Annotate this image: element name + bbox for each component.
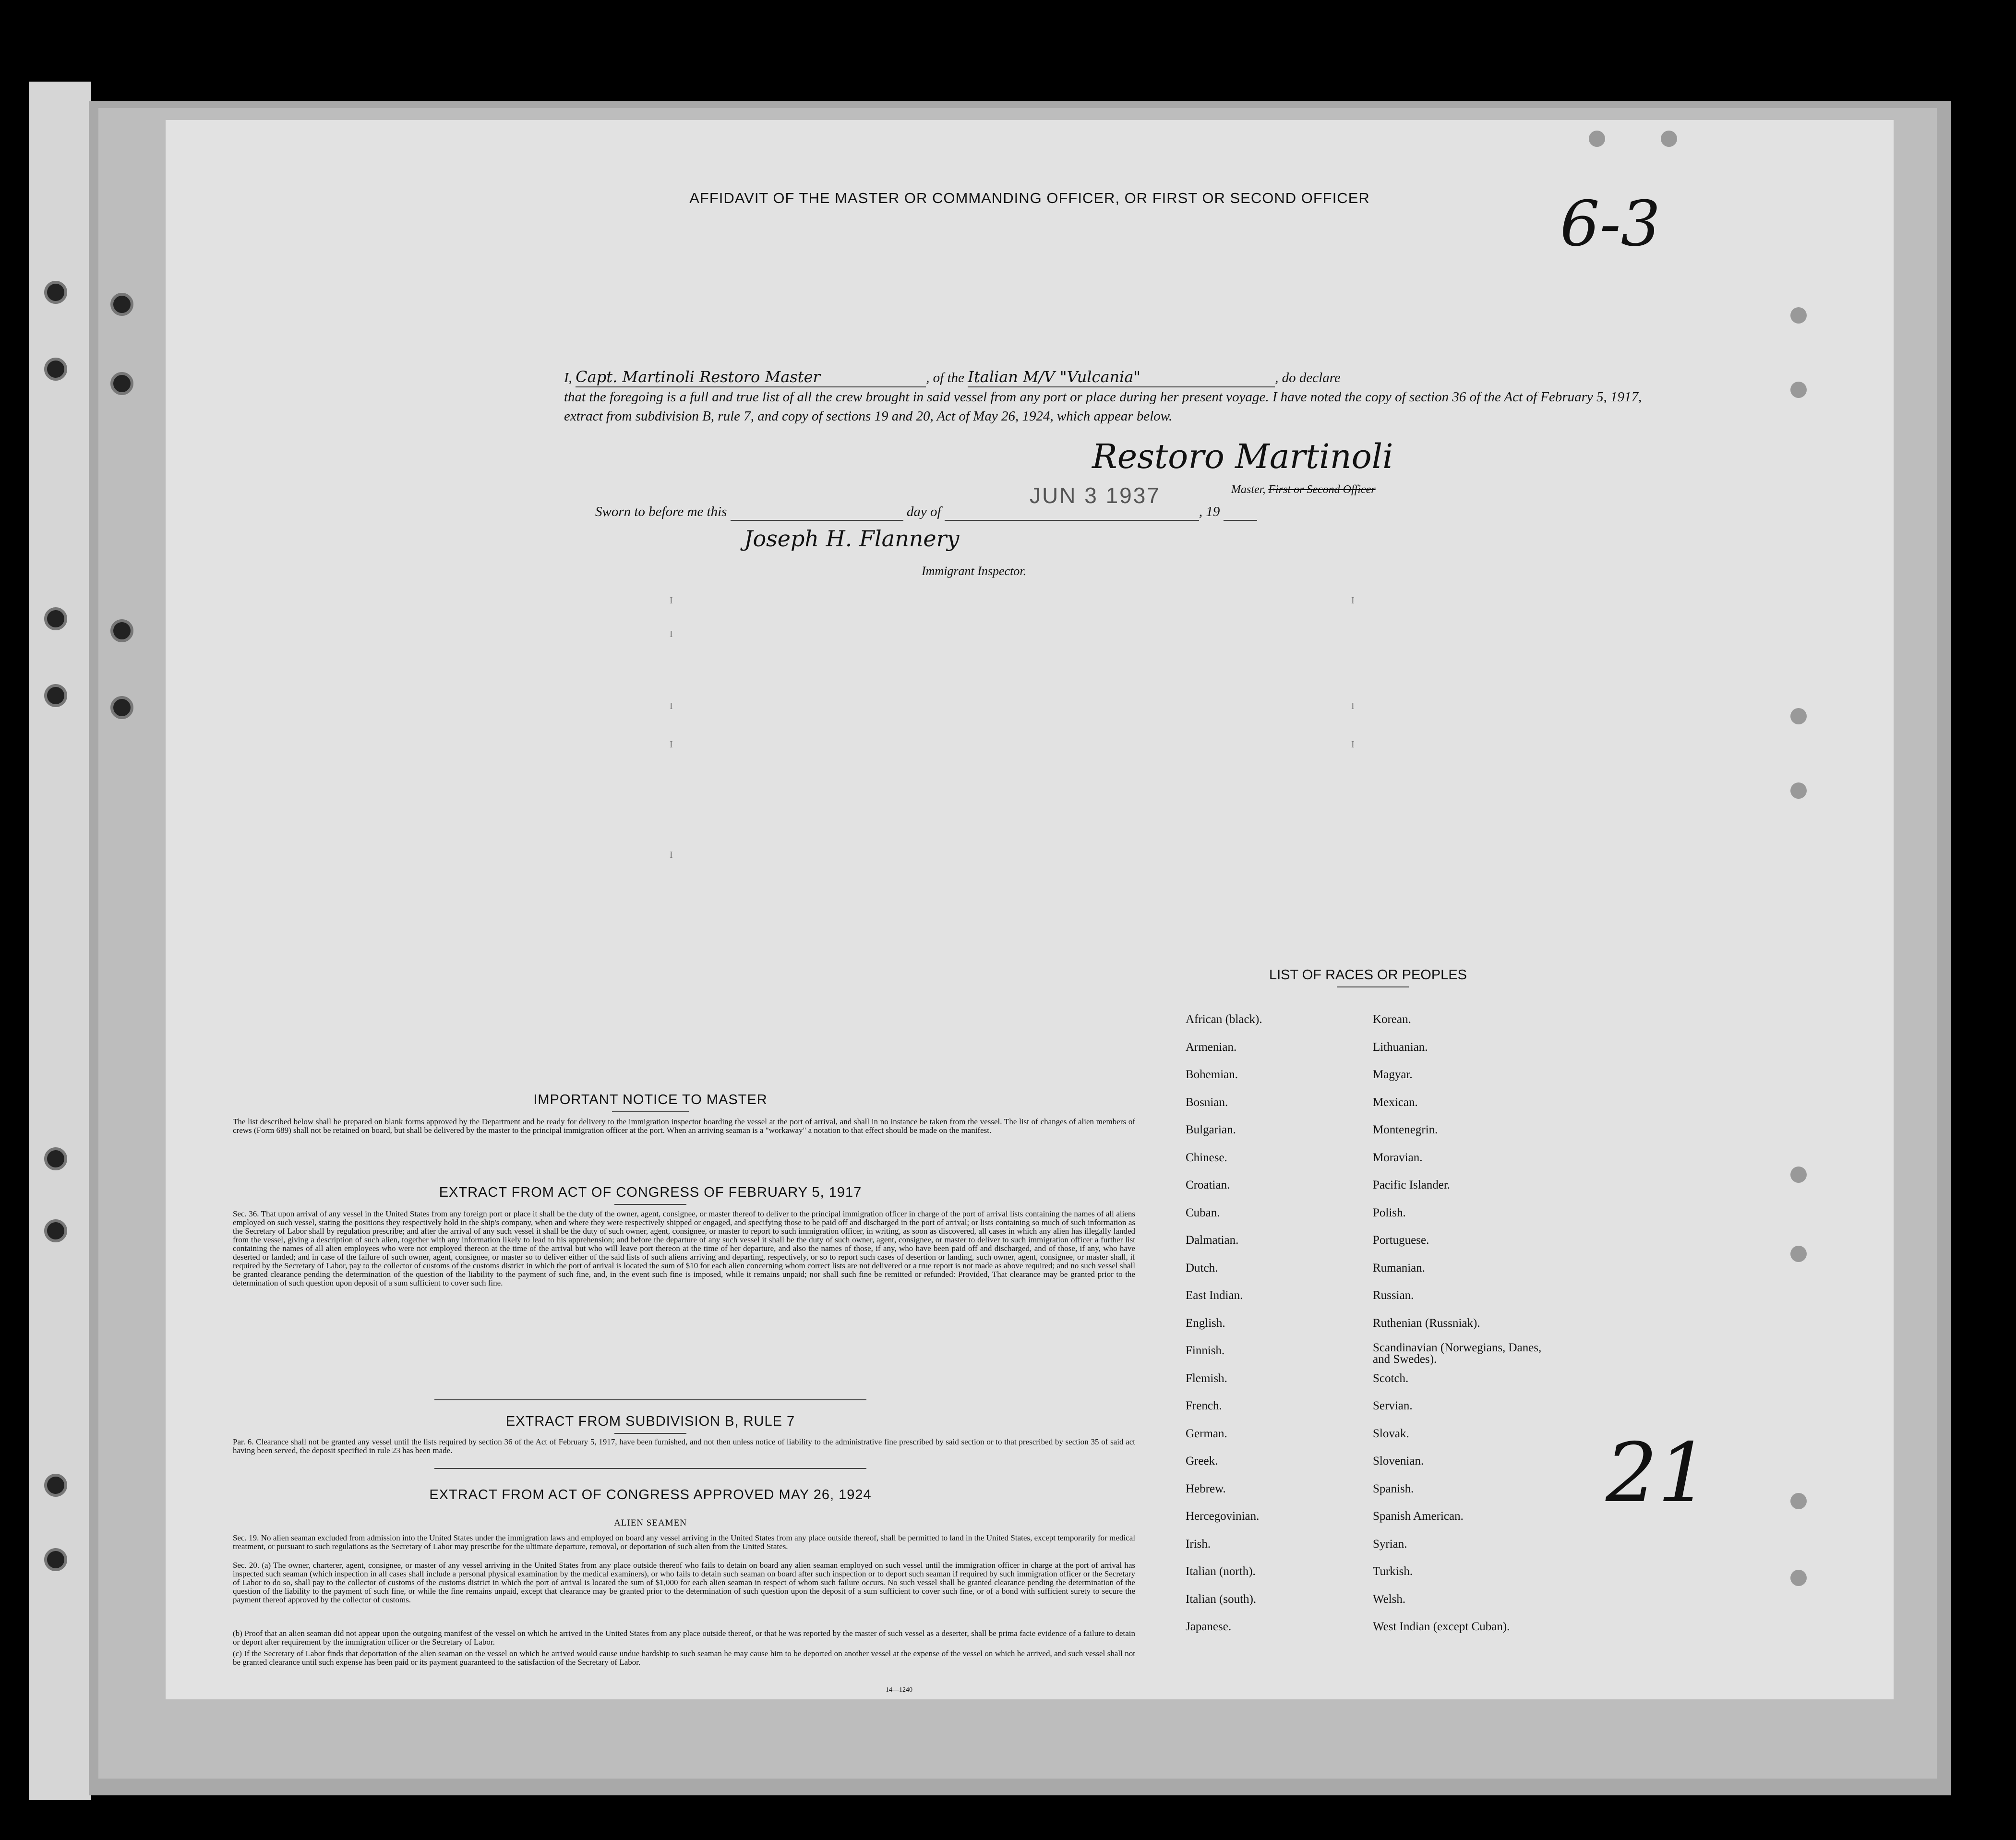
race-right: Polish. <box>1373 1206 1406 1219</box>
form-number: 14—1240 <box>886 1686 912 1694</box>
race-row <box>1186 1262 1762 1289</box>
binder-hole <box>44 1474 67 1497</box>
binder-hole <box>110 293 133 316</box>
master-signature: Restoro Martinoli <box>1092 437 1393 476</box>
race-left: Italian (north). <box>1186 1565 1256 1578</box>
race-row <box>1186 1123 1762 1151</box>
race-right: Syrian. <box>1373 1537 1407 1551</box>
faint-mark: I <box>1351 595 1355 606</box>
race-left: Finnish. <box>1186 1344 1225 1357</box>
races-title: LIST OF RACES OR PEOPLES <box>1269 967 1467 983</box>
punch-hole <box>1790 708 1807 724</box>
race-left: Bulgarian. <box>1186 1123 1236 1136</box>
day-of-label: day of <box>906 504 941 519</box>
faint-mark: I <box>670 595 673 606</box>
punch-hole <box>1790 782 1807 799</box>
race-row <box>1186 1455 1762 1482</box>
race-right: Ruthenian (Russniak). <box>1373 1316 1480 1330</box>
race-row <box>1186 1096 1762 1124</box>
race-right: Rumanian. <box>1373 1261 1426 1275</box>
race-left: Armenian. <box>1186 1040 1237 1054</box>
affidavit-title: AFFIDAVIT OF THE MASTER OR COMMANDING OFFICER, OR FIRST OR SECOND OFFICER <box>689 190 1370 206</box>
race-row <box>1186 1041 1762 1069</box>
vessel-name: Italian M/V "Vulcania" <box>968 367 1275 387</box>
faint-mark: I <box>670 850 673 860</box>
race-right: Lithuanian. <box>1373 1040 1428 1054</box>
race-right: Slovak. <box>1373 1427 1409 1440</box>
race-row <box>1186 1593 1762 1621</box>
race-row <box>1186 1206 1762 1234</box>
race-row <box>1186 1068 1762 1096</box>
punch-hole <box>1661 131 1677 147</box>
title-rule <box>1337 986 1409 987</box>
race-right: West Indian (except Cuban). <box>1373 1620 1510 1633</box>
race-right: Korean. <box>1373 1013 1411 1026</box>
race-row <box>1186 1289 1762 1317</box>
punch-hole <box>1790 1493 1807 1509</box>
race-left: African (black). <box>1186 1013 1262 1026</box>
race-left: English. <box>1186 1316 1225 1330</box>
race-right: Scotch. <box>1373 1371 1409 1385</box>
race-row <box>1186 1234 1762 1262</box>
faint-mark: I <box>670 701 673 711</box>
race-row <box>1186 1341 1762 1372</box>
race-right: Spanish. <box>1373 1482 1414 1495</box>
year-label: , 19 <box>1199 504 1220 519</box>
declarant-name: Capt. Martinoli Restoro Master <box>576 367 926 387</box>
corner-handwritten-number: 6-3 <box>1560 187 1661 260</box>
race-row <box>1186 1317 1762 1345</box>
punch-hole <box>1790 307 1807 324</box>
inspector-label: Immigrant Inspector. <box>922 564 1027 578</box>
notice-title: IMPORTANT NOTICE TO MASTER <box>533 1092 768 1107</box>
faint-mark: I <box>1351 739 1355 750</box>
binder-hole <box>44 1548 67 1571</box>
race-right: Turkish. <box>1373 1565 1413 1578</box>
race-right: Spanish American. <box>1373 1510 1464 1523</box>
of-the-label: , of the <box>926 370 964 385</box>
faint-mark: I <box>1351 701 1355 711</box>
extract-1917-text: Sec. 36. That upon arrival of any vessel in the United States from any foreign port or place it shall be the duty of the owner, agent, consignee, or master thereof to deliver to the principal immigration officer in charge of the port of arrival lists containing the names of all aliens employed on such vessel, stating the positions they respectively hold in the ship's company, when and where they were respectively shipped or engaged, and specifying those to be paid off and discharged in the port of arrival; or lists containing so much of such information as the Secretary of Labor shall by regulation prescribe; and after the arrival of any such vessel it shall be the duty of such owner, agent, consignee, or master to report to such immigration officer, in writing, as soon as discovered, all cases in which any alien has illegally landed from the vessel, giving a description of such alien, together with any information likely to lead to his apprehension; and before the departure of any such vessel it shall be the duty of such owner, agent, consignee, or master to deliver to such immigration officer a further list containing the names of all alien employees who were not employed thereon at the time of the arrival but who will leave port thereon at the time of her departure, and also the names of those, if any, who have been paid off and discharged, and of those, if any, who have deserted or landed; and in case of the failure of such owner, agent, consignee, or master so to deliver either of the said lists of such aliens arriving and departing, respectively, or so to report such cases of desertion or landing, such owner, agent, consignee, or master shall, if required by the Secretary of Labor, pay to the collector of customs of the customs district in which the port of arrival is located the sum of $10 for each alien concerning whom correct lists are not delivered or a true report is not made as above required; and no such vessel shall be granted clearance pending the determination of the question of the liability to the payment of such fine, and, in the event such fine is imposed, while it remains unpaid; nor shall such fine be remitted or refunded: Provided, That clearance may be granted prior to the determination of such question upon deposit of a sum sufficient to cover such fine. <box>233 1209 1135 1287</box>
faint-mark: I <box>670 739 673 750</box>
race-row <box>1186 1372 1762 1400</box>
race-right: Montenegrin. <box>1373 1123 1438 1136</box>
race-row <box>1186 1565 1762 1593</box>
punch-hole <box>1790 1246 1807 1262</box>
race-row <box>1186 1013 1762 1041</box>
binder-hole <box>44 684 67 707</box>
extract-1924-title: EXTRACT FROM ACT OF CONGRESS APPROVED MAY 26, 1924 <box>429 1487 872 1503</box>
race-left: Chinese. <box>1186 1151 1227 1164</box>
punch-hole <box>1790 382 1807 398</box>
race-left: Hercegovinian. <box>1186 1510 1260 1523</box>
race-right: Mexican. <box>1373 1095 1418 1109</box>
race-right: Pacific Islander. <box>1373 1179 1451 1191</box>
binder-hole <box>44 358 67 381</box>
race-right: Russian. <box>1373 1289 1414 1302</box>
sec20c-text: (c) If the Secretary of Labor finds that deportation of the alien seaman on the vessel on which he arrived would cause undue hardship to such seaman he may cause him to be deported on another vessel at the expense of the vessel on which he arrived, and such vessel shall not be granted clearance until such expense has been paid or its payment guaranteed to the satisfaction of the Secretary of Labor. <box>233 1649 1135 1667</box>
section-divider <box>434 1399 866 1400</box>
race-left: French. <box>1186 1399 1222 1412</box>
race-right: Portuguese. <box>1373 1234 1429 1247</box>
affidavit-page <box>166 120 1894 1699</box>
race-right: Moravian. <box>1373 1151 1423 1164</box>
declare-label: , do declare <box>1275 370 1341 385</box>
race-left: German. <box>1186 1427 1227 1440</box>
race-row <box>1186 1151 1762 1179</box>
race-left: Bohemian. <box>1186 1068 1238 1081</box>
race-right: Welsh. <box>1373 1592 1406 1606</box>
date-stamp: JUN 3 1937 <box>1030 483 1161 508</box>
declaration <box>564 367 1649 426</box>
race-row <box>1186 1482 1762 1510</box>
binder-hole <box>110 696 133 719</box>
race-row <box>1186 1620 1762 1648</box>
title-rule <box>614 1204 686 1205</box>
margin-handwritten-number: 21 <box>1606 1426 1710 1521</box>
race-left: Dutch. <box>1186 1261 1218 1275</box>
punch-hole <box>1790 1570 1807 1586</box>
sec20a-text: Sec. 20. (a) The owner, charterer, agent, consignee, or master of any vessel arriving in the United States from any place outside thereof who fails to detain on board any alien seaman employed on such vessel until the immigration officer in charge at the port of arrival has inspected such seaman (which inspection in all cases shall include a personal physical examination by the medical examiners), or who fails to detain such seaman on board after such inspection or to deport such seaman if required by such immigration officer or the Secretary of Labor to do so, shall pay to the collector of customs of the customs district in which the port of arrival is located the sum of $1,000 for each alien seaman in respect of whom such failure occurs. No such vessel shall be granted clearance pending the determination of the question of the liability to the payment of such fine, or while the fine remains unpaid, except that clearance may be granted prior to the determination of such question upon the deposit of a sum sufficient to cover such fine, or of a bond with sufficient surety to secure the payment thereof approved by the collector of customs. <box>233 1561 1135 1604</box>
binder-hole <box>110 619 133 642</box>
race-left: Croatian. <box>1186 1179 1230 1191</box>
binder-hole <box>44 1219 67 1242</box>
races-list <box>1186 1013 1762 1648</box>
notice-text: The list described below shall be prepared on blank forms approved by the Department and be ready for delivery to the immigration inspector boarding the vessel at the port of arrival, and shall in no instance be taken from the vessel. The list of changes of alien members of crews (Form 689) shall not be retained on board, but shall be delivered by the master to the principal immigration officer at the port. When an arriving seaman is a "workaway" a notation to that effect should be made on the manifest. <box>233 1117 1135 1135</box>
race-left: Dalmatian. <box>1186 1234 1239 1247</box>
race-row <box>1186 1427 1762 1455</box>
race-left: Flemish. <box>1186 1371 1227 1385</box>
section-divider <box>434 1468 866 1469</box>
declaration-prefix: I, <box>564 370 572 385</box>
race-left: Cuban. <box>1186 1206 1220 1219</box>
extract-rule7-title: EXTRACT FROM SUBDIVISION B, RULE 7 <box>505 1414 795 1429</box>
race-right: Slovenian. <box>1373 1455 1424 1467</box>
race-left: East Indian. <box>1186 1289 1243 1302</box>
binder-hole <box>110 372 133 395</box>
punch-hole <box>1790 1167 1807 1183</box>
declaration-body: that the foregoing is a full and true list of all the crew brought in said vessel from any port or place during her present voyage. I have noted the copy of section 36 of the Act of February 5, 1917, extract from subdivision B, rule 7, and copy of sections 19 and 20, Act of May 26, 1924, which appear below. <box>564 389 1642 424</box>
race-left: Greek. <box>1186 1455 1218 1467</box>
race-left: Hebrew. <box>1186 1482 1226 1495</box>
race-row <box>1186 1399 1762 1427</box>
sec20b-text: (b) Proof that an alien seaman did not appear upon the outgoing manifest of the vessel on which he arrived in the United States from any place outside thereof, or that he was reported by the master of such vessel as a deserter, shall be prima facie evidence of a failure to detain or deport after requirement by the immigration officer or the Secretary of Labor. <box>233 1629 1135 1647</box>
race-right: Servian. <box>1373 1399 1413 1412</box>
extract-1917-title: EXTRACT FROM ACT OF CONGRESS OF FEBRUARY 5, 1917 <box>439 1185 862 1200</box>
sworn-label: Sworn to before me this <box>595 504 727 519</box>
master-label: Master, <box>1231 483 1269 496</box>
race-row <box>1186 1179 1762 1206</box>
sworn-day-blank <box>731 504 903 521</box>
race-right: Magyar. <box>1373 1068 1413 1081</box>
sworn-year-blank <box>1224 504 1257 521</box>
race-left: Irish. <box>1186 1537 1211 1551</box>
race-left: Bosnian. <box>1186 1095 1228 1109</box>
master-label-line <box>1231 483 1376 496</box>
race-left: Italian (south). <box>1186 1592 1257 1606</box>
punch-hole <box>1589 131 1605 147</box>
race-row <box>1186 1538 1762 1565</box>
race-row <box>1186 1510 1762 1538</box>
sec19-text: Sec. 19. No alien seaman excluded from admission into the United States under the immigration laws and employed on board any vessel arriving in the United States from any place outside thereof, shall be permitted to land in the United States, except temporarily for medical treatment, or pursuant to such regulations as the Secretary of Labor may prescribe for the ultimate departure, removal, or deportation of such alien from the United States. <box>233 1533 1135 1551</box>
extract-rule7-text: Par. 6. Clearance shall not be granted any vessel until the lists required by section 36 of the Act of February 5, 1917, have been furnished, and not then unless notice of liability to the administrative fine prescribed by said section or to that prescribed by section 35 of said act having been served, the deposit specified in rule 23 has been made. <box>233 1437 1135 1455</box>
title-rule <box>614 1433 686 1434</box>
binder-hole <box>44 607 67 630</box>
race-right: Scandinavian (Norwegians, Danes, and Swedes). <box>1373 1341 1542 1366</box>
inspector-signature: Joseph H. Flannery <box>744 526 960 552</box>
alien-seamen-subtitle: ALIEN SEAMEN <box>614 1518 687 1528</box>
title-rule <box>612 1111 689 1112</box>
struck-officer-label: First or Second Officer <box>1268 483 1376 496</box>
binder-hole <box>44 1147 67 1170</box>
race-left: Japanese. <box>1186 1620 1232 1633</box>
faint-mark: I <box>670 629 673 639</box>
binder-strip <box>29 82 91 1800</box>
binder-hole <box>44 281 67 304</box>
